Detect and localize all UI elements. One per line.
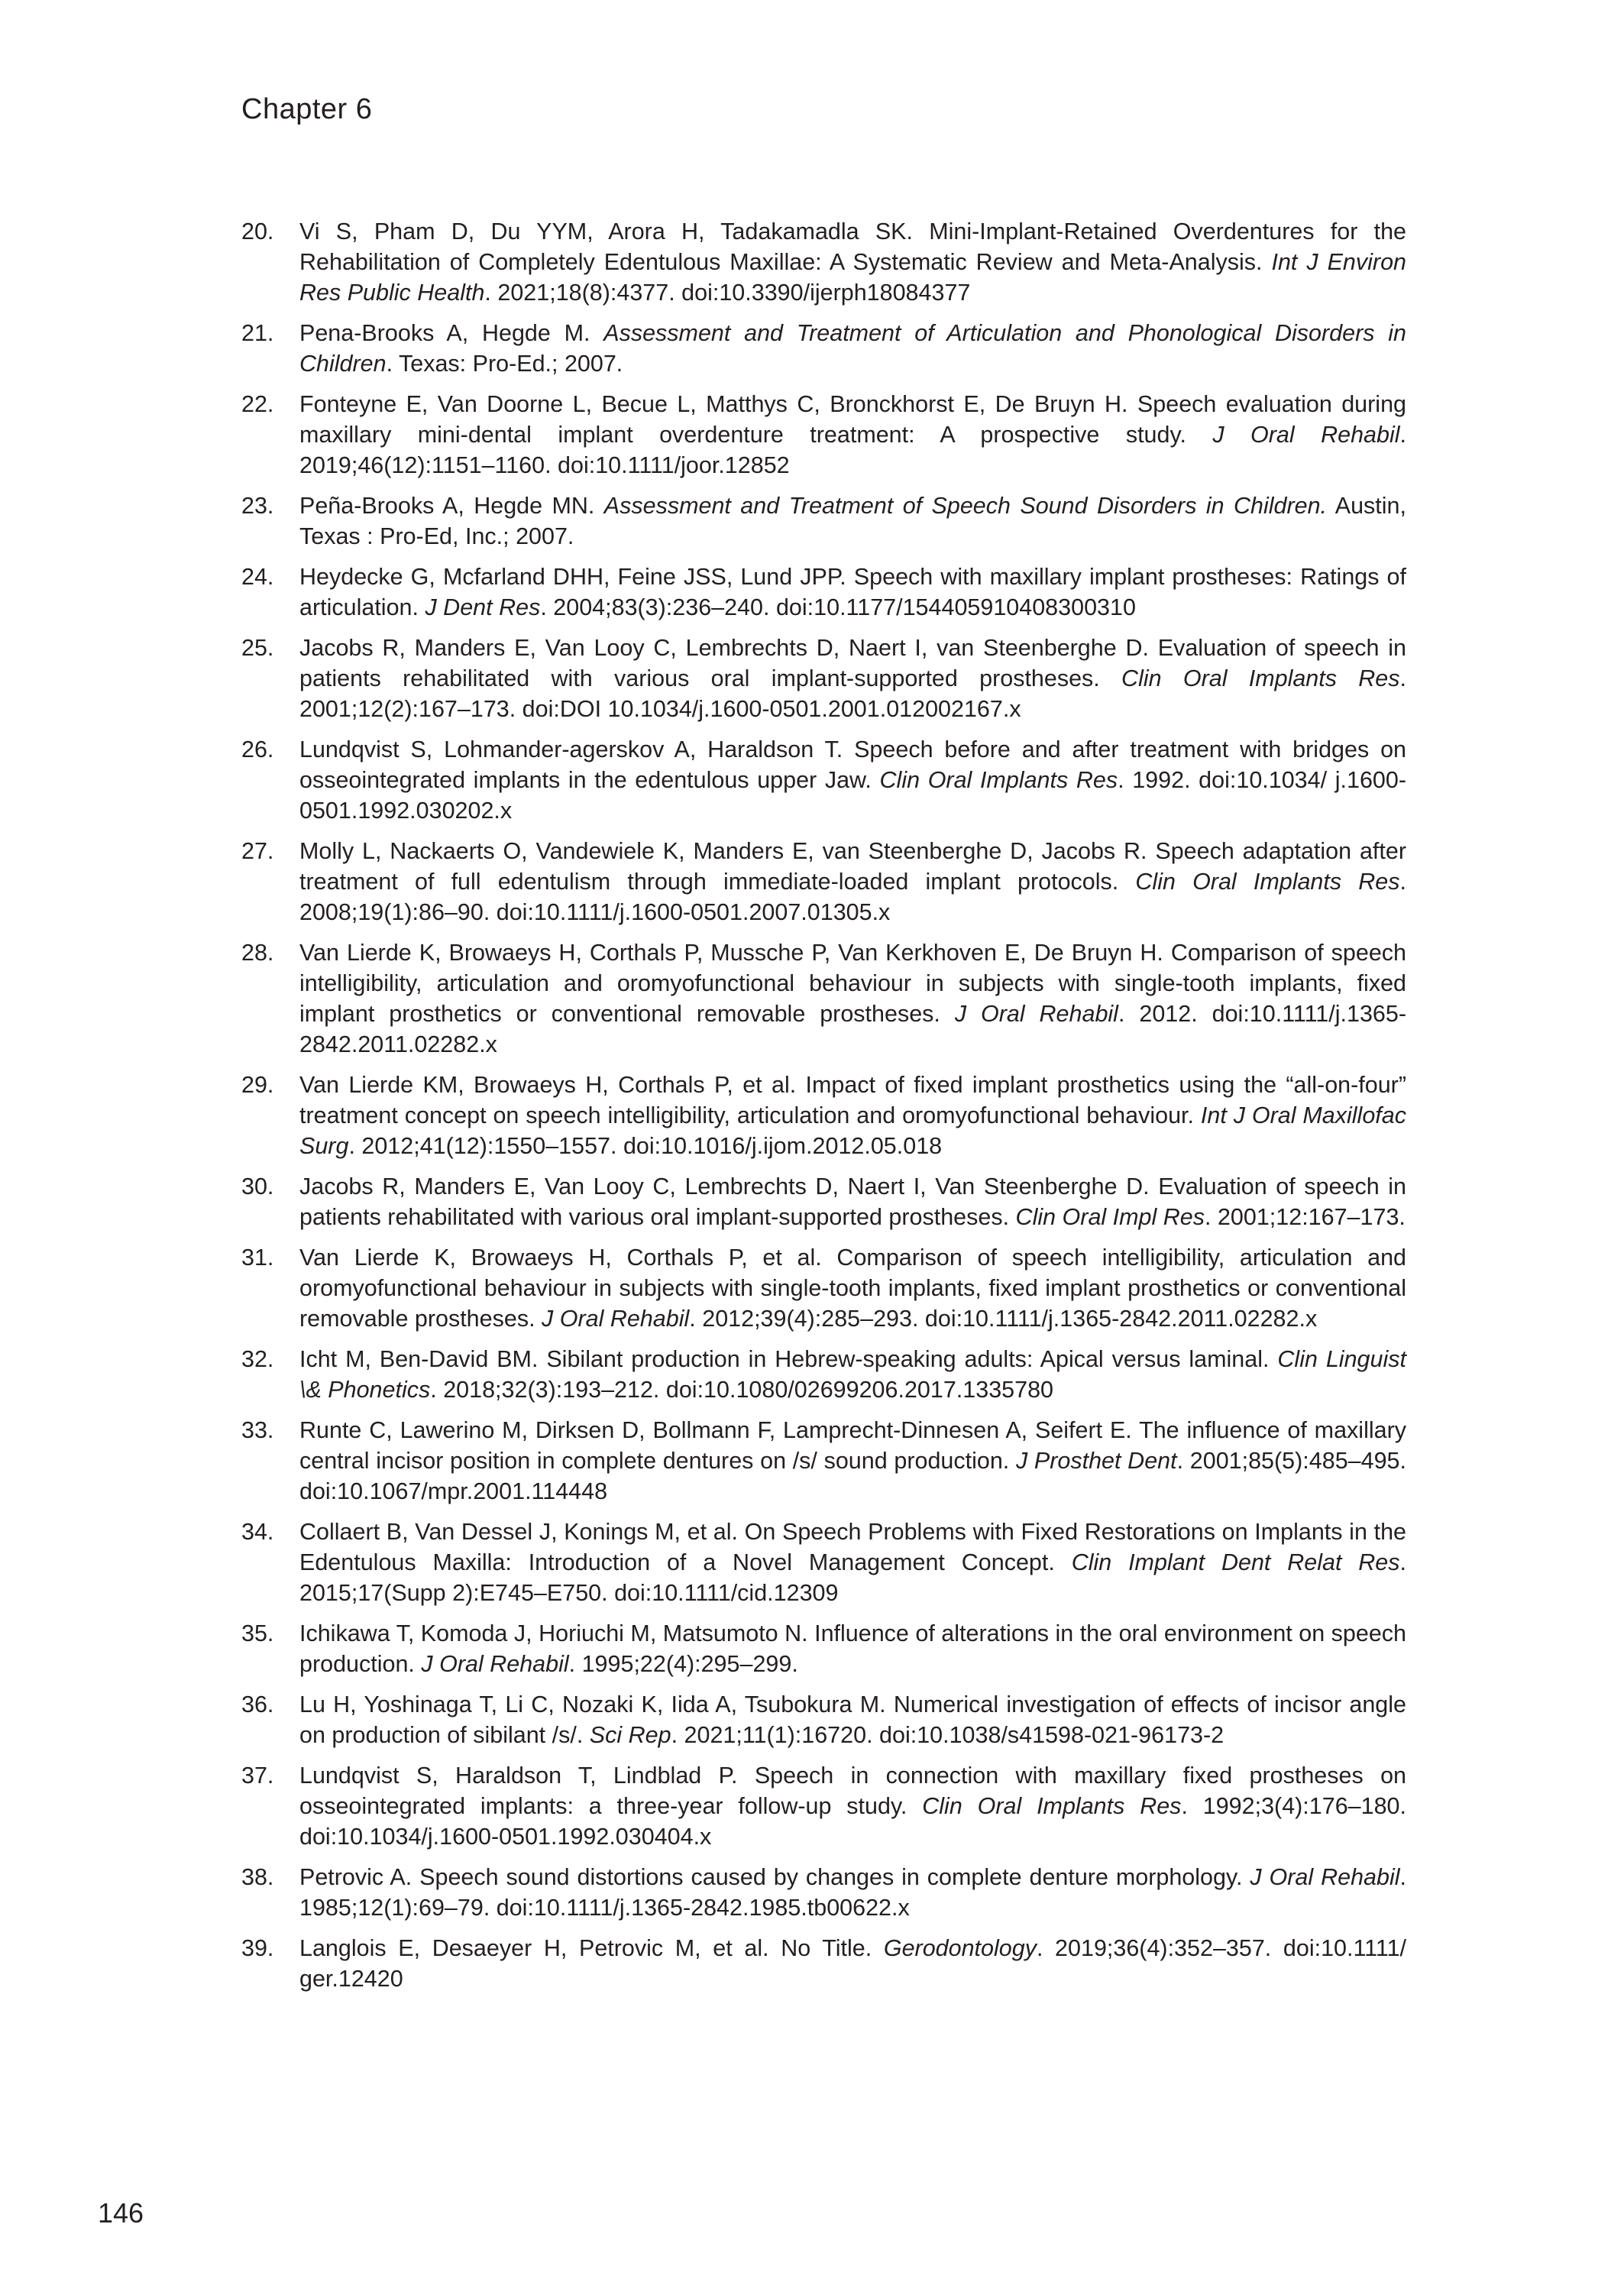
reference-details: . 2019;36(4):352–357. doi:10.1111/ ger.12420: [299, 1935, 1407, 1992]
reference-item: [241, 490, 1406, 552]
reference-text: Lundqvist S, Haraldson T, Lindblad P. Speech in connection with maxillary fixed prostheses on osseointegrated implants: a three-year follow-up study.: [299, 1763, 1406, 1819]
reference-text: Lu H, Yoshinaga T, Li C, Nozaki K, Iida A, Tsubokura M. Numerical investigation of effects of incisor angle on production of sibilant /s/.: [299, 1691, 1406, 1748]
reference-journal: Int J Oral Maxillofac Surg: [299, 1102, 1406, 1159]
reference-journal: J Dent Res: [425, 594, 541, 620]
reference-journal: Sci Rep: [589, 1722, 671, 1748]
reference-item: [241, 1618, 1406, 1679]
reference-details: . 1992. doi:10.1034/ j.1600-0501.1992.030202.x: [299, 767, 1406, 824]
page-number: 146: [98, 2197, 144, 2229]
reference-item: [241, 1862, 1406, 1923]
reference-item: [241, 1689, 1406, 1750]
reference-item: [241, 318, 1406, 379]
reference-number: 38.: [241, 1864, 274, 1890]
reference-journal: J Oral Rehabil: [1212, 422, 1400, 448]
reference-journal: Clin Oral Implants Res: [879, 767, 1118, 793]
reference-number: 21.: [241, 320, 274, 346]
reference-details: . 1992;3(4):176–180. doi:10.1034/j.1600-0501.1992.030404.x: [299, 1793, 1406, 1850]
reference-number: 23.: [241, 493, 274, 519]
reference-journal: J Prosthet Dent: [1015, 1448, 1177, 1474]
reference-text: Jacobs R, Manders E, Van Looy C, Lembrechts D, Naert I, Van Steenberghe D. Evaluation of speech in patients rehabilitated with various oral implant-supported prostheses.: [299, 1174, 1406, 1230]
reference-item: [241, 1760, 1406, 1852]
reference-list: [241, 216, 1406, 2004]
reference-number: 34.: [241, 1519, 274, 1545]
reference-journal: Clin Oral Impl Res: [1015, 1204, 1205, 1230]
reference-number: 30.: [241, 1174, 274, 1199]
reference-text: Heydecke G, Mcfarland DHH, Feine JSS, Lund JPP. Speech with maxillary implant prostheses: Ratings of articulation.: [299, 564, 1406, 620]
reference-text: Fonteyne E, Van Doorne L, Becue L, Matthys C, Bronckhorst E, De Bruyn H. Speech evaluation during maxillary mini-dental implant overdenture treatment: A prospective study.: [299, 391, 1406, 448]
reference-journal: Clin Implant Dent Relat Res: [1071, 1549, 1400, 1575]
reference-item: [241, 633, 1406, 724]
reference-number: 29.: [241, 1072, 274, 1098]
reference-text: Langlois E, Desaeyer H, Petrovic M, et al. No Title.: [299, 1935, 884, 1961]
reference-details: . 2008;19(1):86–90. doi:10.1111/j.1600-0501.2007.01305.x: [299, 869, 1406, 925]
reference-journal: Gerodontology: [883, 1935, 1037, 1961]
reference-text: Pena-Brooks A, Hegde M.: [299, 320, 604, 346]
reference-item: [241, 1344, 1406, 1405]
reference-number: 26.: [241, 736, 274, 762]
reference-details: . 2012. doi:10.1111/j.1365-2842.2011.02282.x: [299, 1001, 1406, 1057]
reference-journal: J Oral Rehabil: [954, 1001, 1118, 1027]
reference-journal: Clin Linguist \& Phonetics: [299, 1346, 1406, 1403]
reference-details: . 2001;12:167–173.: [1205, 1204, 1406, 1230]
reference-number: 33.: [241, 1417, 274, 1443]
reference-details: . 2004;83(3):236–240. doi:10.1177/154405910408300310: [540, 594, 1136, 620]
reference-text: Molly L, Nackaerts O, Vandewiele K, Manders E, van Steenberghe D, Jacobs R. Speech adaptation after treatment of full edentulism through immediate-loaded implant protocols.: [299, 838, 1406, 895]
reference-text: Van Lierde K, Browaeys H, Corthals P, et al. Comparison of speech intelligibility, articulation and oromyofunctional behaviour in subjects with single-tooth implants, fixed implant prosthetics or conventional removable prostheses.: [299, 1245, 1406, 1332]
reference-item: [241, 836, 1406, 927]
reference-text: Jacobs R, Manders E, Van Looy C, Lembrechts D, Naert I, van Steenberghe D. Evaluation of speech in patients rehabilitated with various oral implant-supported prostheses.: [299, 635, 1406, 691]
reference-number: 37.: [241, 1763, 274, 1789]
reference-text: Lundqvist S, Lohmander-agerskov A, Haraldson T. Speech before and after treatment with bridges on osseointegrated implants in the edentulous upper Jaw.: [299, 736, 1406, 793]
reference-number: 36.: [241, 1691, 274, 1717]
reference-number: 20.: [241, 219, 274, 244]
reference-item: [241, 1070, 1406, 1161]
reference-journal: J Oral Rehabil: [421, 1651, 569, 1677]
chapter-header: Chapter 6: [241, 93, 373, 125]
reference-details: . 2012;39(4):285–293. doi:10.1111/j.1365-2842.2011.02282.x: [689, 1306, 1318, 1332]
reference-text: Collaert B, Van Dessel J, Konings M, et al. On Speech Problems with Fixed Restorations on Implants in the Edentulous Maxilla: Introduction of a Novel Management Concept.: [299, 1519, 1406, 1575]
reference-number: 28.: [241, 940, 274, 966]
reference-number: 24.: [241, 564, 274, 590]
reference-item: [241, 1415, 1406, 1507]
reference-details: . 2001;12(2):167–173. doi:DOI 10.1034/j.1600-0501.2001.012002167.x: [299, 665, 1406, 722]
reference-item: [241, 1171, 1406, 1232]
reference-text: Petrovic A. Speech sound distortions caused by changes in complete denture morphology.: [299, 1864, 1250, 1890]
reference-item: [241, 1517, 1406, 1608]
reference-journal: Clin Oral Implants Res: [922, 1793, 1182, 1819]
reference-item: [241, 389, 1406, 481]
reference-details: . 2021;11(1):16720. doi:10.1038/s41598-021-96173-2: [671, 1722, 1224, 1748]
reference-number: 22.: [241, 391, 274, 417]
reference-details: . 2001;85(5):485–495. doi:10.1067/mpr.2001.114448: [299, 1448, 1406, 1504]
reference-details: . 2021;18(8):4377. doi:10.3390/ijerph18084377: [484, 280, 971, 306]
reference-item: [241, 1242, 1406, 1334]
reference-details: . Texas: Pro-Ed.; 2007.: [386, 351, 623, 377]
reference-details: . 2012;41(12):1550–1557. doi:10.1016/j.ijom.2012.05.018: [348, 1133, 943, 1159]
reference-text: Runte C, Lawerino M, Dirksen D, Bollmann F, Lamprecht-Dinnesen A, Seifert E. The influence of maxillary central incisor position in complete dentures on /s/ sound production.: [299, 1417, 1406, 1474]
reference-item: [241, 562, 1406, 623]
reference-number: 25.: [241, 635, 274, 661]
reference-journal: Assessment and Treatment of Speech Sound Disorders in Children.: [603, 493, 1328, 519]
reference-item: [241, 937, 1406, 1060]
reference-journal: J Oral Rehabil: [1250, 1864, 1400, 1890]
reference-number: 31.: [241, 1245, 274, 1271]
reference-number: 39.: [241, 1935, 274, 1961]
reference-details: . 2015;17(Supp 2):E745–E750. doi:10.1111/cid.12309: [299, 1549, 1407, 1606]
reference-item: [241, 734, 1406, 826]
reference-details: Austin, Texas : Pro-Ed, Inc.; 2007.: [299, 493, 1406, 549]
reference-details: . 2019;46(12):1151–1160. doi:10.1111/joor.12852: [299, 422, 1406, 478]
reference-text: Icht M, Ben-David BM. Sibilant production in Hebrew-speaking adults: Apical versus laminal.: [299, 1346, 1278, 1372]
reference-text: Van Lierde K, Browaeys H, Corthals P, Mussche P, Van Kerkhoven E, De Bruyn H. Comparison of speech intelligibility, articulation and oromyofunctional behaviour in subjects with single-tooth implants, fixed implant prosthetics or conventional removable prostheses.: [299, 940, 1406, 1027]
reference-details: . 2018;32(3):193–212. doi:10.1080/02699206.2017.1335780: [430, 1377, 1054, 1403]
reference-text: Van Lierde KM, Browaeys H, Corthals P, et al. Impact of fixed implant prosthetics using the “all-on-four” treatment concept on speech intelligibility, articulation and oromyofunctional behaviour.: [299, 1072, 1406, 1128]
reference-text: Vi S, Pham D, Du YYM, Arora H, Tadakamadla SK. Mini-Implant-Retained Overdentures for the Rehabilitation of Completely Edentulous Maxillae: A Systematic Review and Meta-Analysis.: [299, 219, 1406, 275]
reference-text: Peña-Brooks A, Hegde MN.: [299, 493, 604, 519]
reference-text: Ichikawa T, Komoda J, Horiuchi M, Matsumoto N. Influence of alterations in the oral environment on speech production.: [299, 1620, 1406, 1677]
reference-journal: Clin Oral Implants Res: [1135, 869, 1400, 895]
reference-item: [241, 1933, 1406, 1994]
reference-number: 27.: [241, 838, 274, 864]
reference-details: . 1985;12(1):69–79. doi:10.1111/j.1365-2842.1985.tb00622.x: [299, 1864, 1406, 1921]
reference-journal: Assessment and Treatment of Articulation and Phonological Disorders in Children: [299, 320, 1406, 377]
reference-item: [241, 216, 1406, 308]
reference-journal: Int J Environ Res Public Health: [299, 249, 1406, 306]
reference-number: 35.: [241, 1620, 274, 1646]
reference-details: . 1995;22(4):295–299.: [568, 1651, 798, 1677]
reference-journal: Clin Oral Implants Res: [1121, 665, 1400, 691]
reference-number: 32.: [241, 1346, 274, 1372]
reference-journal: J Oral Rehabil: [542, 1306, 690, 1332]
